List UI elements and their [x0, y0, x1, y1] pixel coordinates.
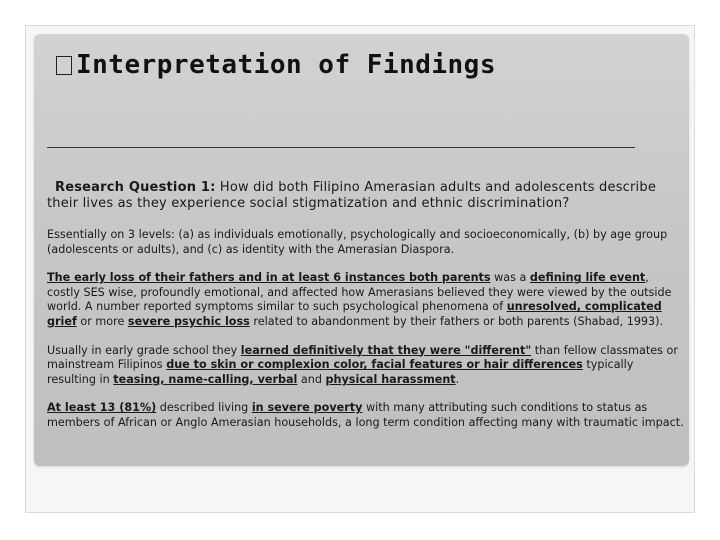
emphasis: learned definitively that they were "different": [240, 343, 532, 357]
emphasis: defining life event: [529, 271, 646, 285]
emphasis: teasing, name-calling, verbal: [113, 372, 298, 386]
emphasis: in severe poverty: [251, 401, 363, 415]
text: was a: [490, 271, 530, 285]
text: , costly SES wise, profoundly emotional, and affected how Amerasians believed they were viewed by the outside world. A number reported symptoms similar to such psychological phenomena of: [47, 271, 672, 314]
emphasis: At least 13 (81%): [47, 401, 157, 415]
square-bullet-icon: [56, 56, 72, 75]
emphasis: The early loss of their fathers and in at least 6 instances both parents: [47, 271, 491, 285]
text: described living: [156, 401, 252, 415]
emphasis: severe psychic loss: [127, 314, 250, 328]
paragraph-different: [47, 344, 685, 388]
paragraph-father-loss: [47, 271, 685, 329]
slide-body: [47, 180, 685, 445]
text: with many attributing such conditions to status as members of African or Anglo Amerasian households, a long term condition affecting many with traumatic impact.: [47, 401, 684, 429]
paragraph-poverty: [47, 401, 685, 430]
text: Usually in early grade school they: [47, 343, 241, 357]
slide-title-text: Interpretation of Findings: [76, 50, 496, 80]
text: related to abandonment by their fathers or both parents (Shabad, 1993).: [249, 314, 664, 328]
research-question-text: How did both Filipino Amerasian adults and adolescents describe their lives as they experience social stigmatization and ethnic discrimination?: [47, 180, 657, 211]
text: typically resulting in: [47, 358, 634, 386]
research-question-label: Research Question 1:: [55, 180, 216, 195]
emphasis: unresolved, complicated grief: [47, 300, 662, 328]
text: or more: [76, 314, 128, 328]
research-question: [47, 180, 685, 212]
paragraph-levels: Essentially on 3 levels: (a) as individuals emotionally, psychologically and socioeconomically, (b) by age group (adolescents or adults), and (c) as identity with the Amerasian Diaspora.: [47, 228, 668, 256]
text: and: [297, 372, 326, 386]
slide-title: [56, 50, 496, 80]
text: .: [455, 372, 460, 386]
emphasis: physical harassment: [325, 372, 456, 386]
emphasis: due to skin or complexion color, facial features or hair differences: [166, 358, 583, 372]
title-divider: [47, 147, 635, 148]
text: than fellow classmates or mainstream Filipinos: [47, 343, 678, 372]
